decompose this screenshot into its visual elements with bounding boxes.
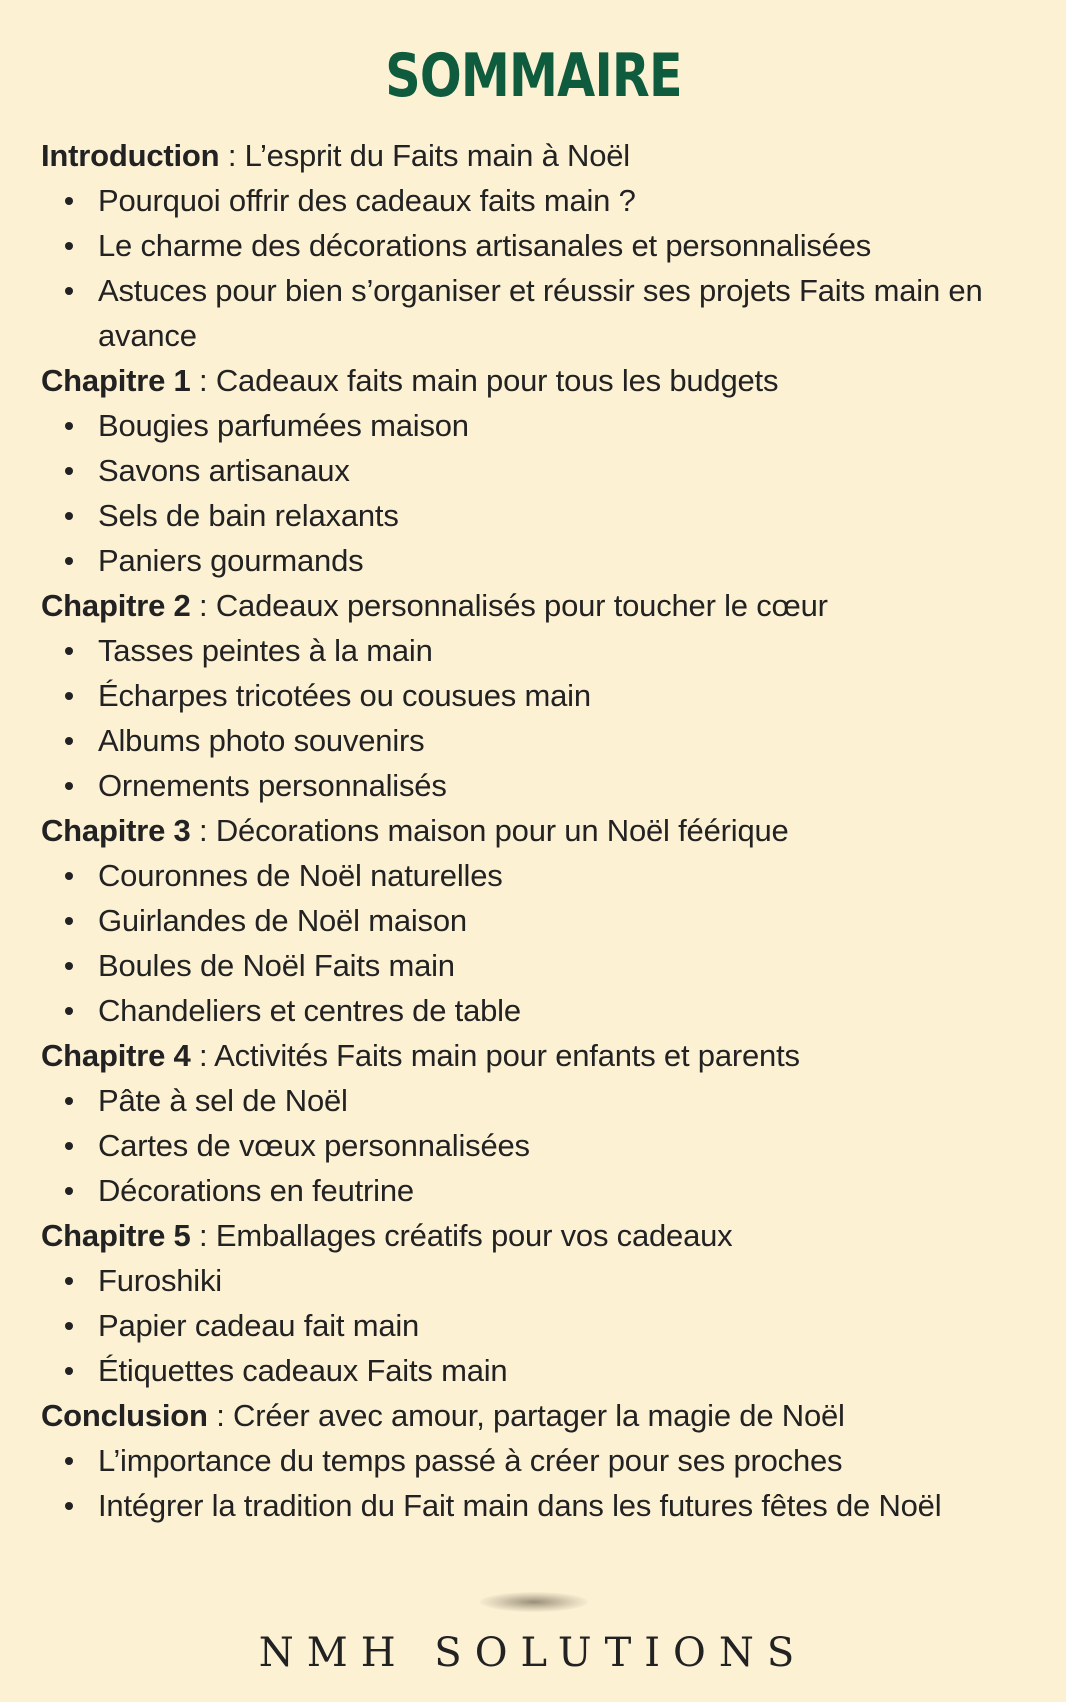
list-item: Pourquoi offrir des cadeaux faits main ? bbox=[41, 178, 1051, 223]
page-title: SOMMAIRE bbox=[385, 41, 682, 111]
list-item: Guirlandes de Noël maison bbox=[41, 898, 1051, 943]
section-title: : L’esprit du Faits main à Noël bbox=[219, 138, 630, 173]
section-heading bbox=[41, 1393, 1051, 1438]
list-item: Décorations en feutrine bbox=[41, 1168, 1051, 1213]
section-title: : Cadeaux faits main pour tous les budgets bbox=[190, 363, 779, 398]
section-item-list bbox=[41, 853, 1051, 1033]
section-chapitre-4 bbox=[41, 1033, 1051, 1213]
list-item: L’importance du temps passé à créer pour ses proches bbox=[41, 1438, 1051, 1483]
section-label: Chapitre 3 bbox=[41, 813, 191, 848]
list-item: Paniers gourmands bbox=[41, 538, 1051, 583]
section-label: Chapitre 1 bbox=[41, 363, 191, 398]
section-chapitre-1 bbox=[41, 358, 1051, 583]
section-label: Introduction bbox=[41, 138, 220, 173]
section-heading bbox=[41, 583, 1051, 628]
section-item-list bbox=[41, 1078, 1051, 1213]
section-chapitre-3 bbox=[41, 808, 1051, 1033]
section-chapitre-5 bbox=[41, 1213, 1051, 1393]
section-item-list bbox=[41, 178, 1051, 358]
section-label: Chapitre 4 bbox=[41, 1038, 191, 1073]
shadow-divider bbox=[480, 1592, 588, 1612]
section-item-list bbox=[41, 403, 1051, 583]
section-title: : Cadeaux personnalisés pour toucher le cœur bbox=[190, 588, 828, 623]
list-item: Le charme des décorations artisanales et personnalisées bbox=[41, 223, 1051, 268]
list-item: Papier cadeau fait main bbox=[41, 1303, 1051, 1348]
list-item: Étiquettes cadeaux Faits main bbox=[41, 1348, 1051, 1393]
section-chapitre-2 bbox=[41, 583, 1051, 808]
list-item: Sels de bain relaxants bbox=[41, 493, 1051, 538]
section-introduction bbox=[41, 133, 1051, 358]
list-item: Savons artisanaux bbox=[41, 448, 1051, 493]
list-item: Boules de Noël Faits main bbox=[41, 943, 1051, 988]
section-heading bbox=[41, 358, 1051, 403]
section-item-list bbox=[41, 628, 1051, 808]
list-item: Tasses peintes à la main bbox=[41, 628, 1051, 673]
section-title: : Créer avec amour, partager la magie de Noël bbox=[207, 1398, 845, 1433]
section-label: Chapitre 2 bbox=[41, 588, 191, 623]
section-item-list bbox=[41, 1258, 1051, 1393]
list-item: Cartes de vœux personnalisées bbox=[41, 1123, 1051, 1168]
list-item: Pâte à sel de Noël bbox=[41, 1078, 1051, 1123]
section-title: : Décorations maison pour un Noël féérique bbox=[190, 813, 789, 848]
list-item: Écharpes tricotées ou cousues main bbox=[41, 673, 1051, 718]
list-item: Bougies parfumées maison bbox=[41, 403, 1051, 448]
section-heading bbox=[41, 1033, 1051, 1078]
list-item: Couronnes de Noël naturelles bbox=[41, 853, 1051, 898]
section-title: : Emballages créatifs pour vos cadeaux bbox=[190, 1218, 733, 1253]
section-heading bbox=[41, 1213, 1051, 1258]
list-item: Albums photo souvenirs bbox=[41, 718, 1051, 763]
section-conclusion bbox=[41, 1393, 1051, 1528]
list-item: Astuces pour bien s’organiser et réussir ses projets Faits main en avance bbox=[41, 268, 1051, 358]
section-item-list bbox=[41, 1438, 1051, 1528]
list-item: Intégrer la tradition du Fait main dans les futures fêtes de Noël bbox=[41, 1483, 1051, 1528]
list-item: Furoshiki bbox=[41, 1258, 1051, 1303]
section-label: Conclusion bbox=[41, 1398, 208, 1433]
section-title: : Activités Faits main pour enfants et parents bbox=[190, 1038, 800, 1073]
list-item: Chandeliers et centres de table bbox=[41, 988, 1051, 1033]
section-heading bbox=[41, 808, 1051, 853]
footer-brand: NMH SOLUTIONS bbox=[258, 1630, 808, 1676]
table-of-contents bbox=[41, 133, 1051, 1528]
section-heading bbox=[41, 133, 1051, 178]
section-label: Chapitre 5 bbox=[41, 1218, 191, 1253]
list-item: Ornements personnalisés bbox=[41, 763, 1051, 808]
